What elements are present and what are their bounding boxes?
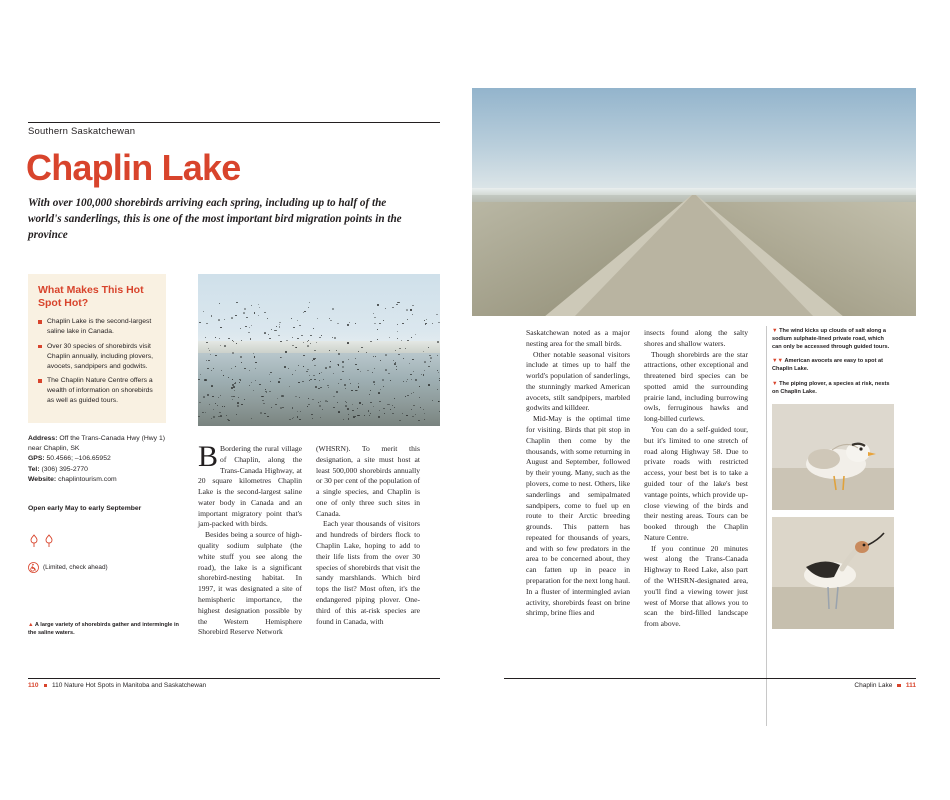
- right-folio: [504, 682, 916, 689]
- list-item: Over 30 species of shorebirds visit Chaplin annually, including plovers, avocets, sandpipers and godwits.: [38, 342, 156, 372]
- left-folio-number: 110: [28, 682, 39, 689]
- paragraph-text: Bordering the rural village of Chaplin, along the Trans-Canada Highway, at 20 square kilometres Chaplin Lake is the second-largest saline water body in Canada and an important migratory point that's jam-packed with birds.: [198, 444, 302, 529]
- left-folio-text: 110 Nature Hot Spots in Manitoba and Saskatchewan: [52, 682, 207, 689]
- caption-arrow-icon: ▼: [772, 328, 778, 334]
- shorebirds-photo: [198, 274, 440, 426]
- right-body-column-1: [526, 328, 630, 619]
- paragraph: Though shorebirds are the star attractions, other exceptional and threatened bird species can be spotted amid the surrounding prairie land, including burrowing owls, ferruginous hawks and long-billed curlews.: [644, 349, 748, 424]
- gps-value: 50.4566; –106.65952: [46, 455, 111, 463]
- address-line: [28, 434, 166, 454]
- list-item: The Chaplin Nature Centre offers a wealth of information on shorebirds as well as guided tours.: [38, 376, 156, 406]
- paragraph: insects found along the salty shores and shallow waters.: [644, 328, 748, 348]
- right-folio-text: Chaplin Lake: [854, 682, 893, 689]
- salt-road-photo: [472, 88, 916, 316]
- website-label: Website:: [28, 475, 57, 483]
- american-avocet-photo: [772, 517, 894, 629]
- tulip-icon: [28, 534, 40, 548]
- folio-dot-icon: [44, 684, 48, 688]
- road-surface-shape: [574, 193, 814, 316]
- left-body-column-1: [198, 440, 302, 638]
- shorebirds-photo-caption: [28, 622, 188, 638]
- paragraph: Besides being a source of high-quality sodium sulphate (the white stuff you see along the road), the lake is a significant shorebird-nesting habitat. In 1997, it was designated a site of hemispheric importance, the highest designation possible by the Western Hemisphere Shorebird Reserve Network: [198, 530, 302, 637]
- avocet-photo-caption: [772, 358, 894, 374]
- sky-band: [472, 88, 916, 193]
- address-label: Address:: [28, 435, 58, 442]
- paragraph: Saskatchewan noted as a major nesting area for the small birds.: [526, 328, 630, 348]
- avocet-scene: [772, 517, 894, 629]
- piping-plover-illustration: [772, 404, 894, 510]
- paragraph: If you continue 20 minutes west along the Trans-Canada Highway to Reed Lake, also part of the WHSRN-designated area, you'll find a viewing tower just west of Morse that allows you to scan the bird-filled landscape from above.: [644, 543, 748, 629]
- hotspot-bullet-list: [38, 317, 156, 406]
- bird-flock-layer: [198, 274, 440, 426]
- salt-road-scene: [472, 88, 916, 316]
- website-value[interactable]: chaplintourism.com: [58, 475, 117, 483]
- right-footer-rule: [504, 678, 916, 679]
- tulip-icon: [43, 534, 55, 548]
- gps-line: [28, 454, 166, 464]
- season-note: Open early May to early September: [28, 505, 142, 512]
- plover-photo-caption: [772, 381, 894, 397]
- road-photo-caption: [772, 328, 894, 351]
- caption-text: American avocets are easy to spot at Chaplin Lake.: [772, 358, 883, 373]
- accessibility-note: (Limited, check ahead): [43, 564, 108, 571]
- paragraph: Each year thousands of visitors and hundreds of birders flock to Chaplin Lake, hoping to add to their life lists from the over 30 species of shorebirds that visit the sandy marshlands. Which bird tops the list? Most often, it's the endangered piping plover. One-third of this at-risk species are found in Canada, with: [316, 519, 420, 626]
- plover-scene: [772, 404, 894, 510]
- left-folio: [28, 682, 206, 689]
- website-line: [28, 475, 166, 485]
- drop-cap: B: [198, 440, 219, 473]
- paragraph: Mid-May is the optimal time for visiting. Birds that pit stop in Chaplin then come by the thousands, with some returning in August and September, followed by their young. Many, such as the plovers, come to nest. Others, like sanderlings and semipalmated sandpipers, come to fuel up en route to their Arctic breeding grounds. This pattern has repeated for thousands of years, and with so few predators in the area to be concerned about, they can fatten up in peace in preparation for the next long haul. In a fluster of intermingled avian activity, shorebirds feast on brine shrimp, brine flies and: [526, 414, 630, 618]
- season-icon-row: [28, 534, 55, 548]
- caption-text: The piping plover, a species at risk, nests on Chaplin Lake.: [772, 381, 890, 395]
- rail-divider: [766, 326, 767, 726]
- folio-dot-icon: [897, 684, 901, 688]
- paragraph: Other notable seasonal visitors include at times up to half the world's population of sanderlings, the stunningly marked American avocets, stilt sandpipers, marbled godwits and killdeer.: [526, 349, 630, 413]
- american-avocet-illustration: [772, 517, 894, 629]
- paragraph: You can do a self-guided tour, but it's limited to one stretch of road along Highway 58. Due to private roads with restricted access, your best bet is to take a guided tour of the lake's best vantage points, which provide up-close viewing of the birds and their nesting areas. Tours can be booked through the Chaplin Nature Centre.: [644, 425, 748, 542]
- right-body-column-2: [644, 328, 748, 630]
- article-deck: With over 100,000 shorebirds arriving each spring, including up to half of the world's sanderlings, this is one of the most important bird migration points in the province: [28, 197, 402, 241]
- gps-label: GPS:: [28, 455, 45, 463]
- paragraph: [198, 440, 302, 530]
- tel-value: (306) 395-2770: [41, 465, 88, 473]
- hotspot-sidebar-title: What Makes This Hot Spot Hot?: [38, 284, 144, 310]
- photo-rail: [772, 328, 894, 636]
- kicker-rule: [28, 122, 440, 123]
- tel-label: Tel:: [28, 465, 40, 473]
- left-footer-rule: [28, 678, 440, 679]
- salt-flat-strip: [472, 188, 916, 195]
- list-item: Chaplin Lake is the second-largest saline lake in Canada.: [38, 317, 156, 337]
- caption-arrow-icon: ▲: [28, 622, 34, 628]
- left-body-column-2: [316, 444, 420, 627]
- tel-line: [28, 465, 166, 475]
- shorebirds-scene: [198, 274, 440, 426]
- caption-text: A large variety of shorebirds gather and intermingle in the saline waters.: [28, 622, 179, 636]
- piping-plover-photo: [772, 404, 894, 510]
- hotspot-sidebar: [28, 274, 166, 423]
- caption-arrow-icon: ▼: [772, 381, 778, 388]
- wheelchair-icon: [28, 562, 39, 573]
- right-page: [472, 88, 916, 668]
- caption-text: The wind kicks up clouds of salt along a sodium sulphate-lined private road, which can only be accessed through guided tours.: [772, 328, 890, 350]
- right-folio-number: 111: [905, 682, 916, 689]
- paragraph: (WHSRN). To merit this designation, a site must host at least 500,000 shorebirds annually or 30 per cent of the population of a single species, and Chaplin is one of only three such sites in Canada.: [316, 444, 420, 518]
- kicker-region: Southern Saskatchewan: [28, 126, 136, 137]
- accessibility-note-row: [28, 562, 108, 573]
- caption-arrow-icon: ▼▼: [772, 358, 784, 365]
- address-value: Off the Trans-Canada Hwy (Hwy 1) near Chaplin, SK: [28, 435, 165, 453]
- page-title: Chaplin Lake: [26, 147, 241, 188]
- contact-block: [28, 434, 166, 485]
- left-page: [28, 122, 440, 667]
